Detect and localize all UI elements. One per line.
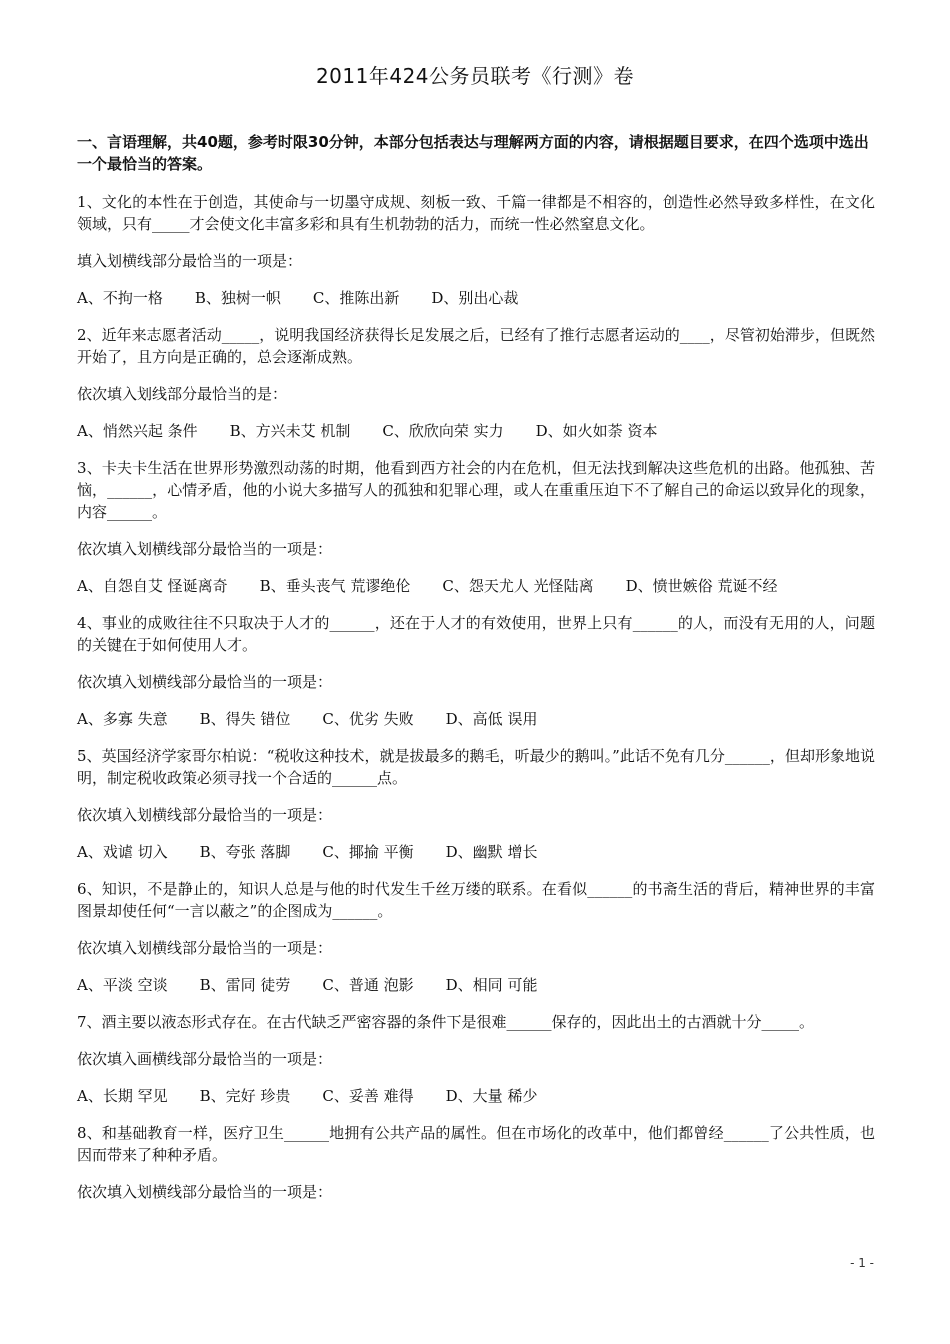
answer-option: C、妥善 难得 xyxy=(322,1087,414,1105)
answer-option: B、得失 错位 xyxy=(199,710,291,728)
answer-option: B、方兴未艾 机制 xyxy=(229,422,351,440)
answer-option: C、普通 泡影 xyxy=(322,976,414,994)
answer-option: A、悄然兴起 条件 xyxy=(77,422,198,440)
answer-option: A、多寡 失意 xyxy=(77,710,168,728)
answer-options xyxy=(77,287,875,309)
answer-option: C、优劣 失败 xyxy=(322,710,414,728)
answer-options xyxy=(77,575,875,597)
answer-option: A、戏谑 切入 xyxy=(77,843,168,861)
answer-options xyxy=(77,841,875,863)
question-list xyxy=(77,191,875,1203)
answer-option: C、推陈出新 xyxy=(312,289,400,307)
question-text: 6、知识，不是静止的，知识人总是与他的时代发生千丝万缕的联系。在看似______的书斋生活的背后，精神世界的丰富图景却使任何“一言以蔽之”的企图成为______。 xyxy=(77,880,875,920)
question-block xyxy=(77,1011,875,1107)
question-instruction: 依次填入画横线部分最恰当的一项是： xyxy=(77,1050,333,1068)
question-block xyxy=(77,1122,875,1203)
page-number: - 1 - xyxy=(850,1256,874,1270)
answer-option: A、自怨自艾 怪诞离奇 xyxy=(77,577,228,595)
question-block xyxy=(77,324,875,442)
answer-option: D、别出心裁 xyxy=(431,289,519,307)
answer-option: B、完好 珍贵 xyxy=(199,1087,291,1105)
answer-option: A、平淡 空谈 xyxy=(77,976,168,994)
question-instruction: 依次填入划横线部分最恰当的一项是： xyxy=(77,806,333,824)
question-block xyxy=(77,745,875,863)
answer-option: A、长期 罕见 xyxy=(77,1087,168,1105)
question-instruction: 填入划横线部分最恰当的一项是： xyxy=(77,252,303,270)
question-text: 7、酒主要以液态形式存在。在古代缺乏严密容器的条件下是很难______保存的，因此出土的古酒就十分_____。 xyxy=(77,1013,815,1031)
question-text: 5、英国经济学家哥尔柏说：“税收这种技术，就是拔最多的鹅毛，听最少的鹅叫。”此话不免有几分______，但却形象地说明，制定税收政策必须寻找一个合适的______点。 xyxy=(77,747,875,787)
answer-options xyxy=(77,974,875,996)
answer-option: C、怨天尤人 光怪陆离 xyxy=(442,577,594,595)
answer-option: D、如火如荼 资本 xyxy=(535,422,658,440)
answer-option: D、相同 可能 xyxy=(445,976,538,994)
question-text: 4、事业的成败往往不只取决于人才的______，还在于人才的有效使用，世界上只有______的人，而没有无用的人，问题的关键在于如何使用人才。 xyxy=(77,614,875,654)
answer-option: B、雷同 徒劳 xyxy=(199,976,291,994)
question-block xyxy=(77,878,875,996)
section-heading: 一、言语理解，共40题，参考时限30分钟，本部分包括表达与理解两方面的内容，请根据题目要求，在四个选项中选出一个最恰当的答案。 xyxy=(77,133,869,173)
document-title: 2011年424公务员联考《行测》卷 xyxy=(315,64,635,88)
answer-option: B、夸张 落脚 xyxy=(199,843,291,861)
answer-options xyxy=(77,1085,875,1107)
answer-options xyxy=(77,708,875,730)
answer-option: C、欣欣向荣 实力 xyxy=(382,422,504,440)
answer-option: C、揶揄 平衡 xyxy=(322,843,414,861)
question-text: 1、文化的本性在于创造，其使命与一切墨守成规、刻板一致、千篇一律都是不相容的，创造性必然导致多样性，在文化领域，只有_____才会使文化丰富多彩和具有生机勃勃的活力，而统一性必然窒息文化。 xyxy=(77,193,875,233)
answer-option: B、独树一帜 xyxy=(194,289,281,307)
answer-option: A、不拘一格 xyxy=(77,289,163,307)
answer-options xyxy=(77,420,875,442)
question-instruction: 依次填入划横线部分最恰当的一项是： xyxy=(77,1183,333,1201)
question-block xyxy=(77,191,875,309)
answer-option: D、高低 误用 xyxy=(445,710,538,728)
question-text: 8、和基础教育一样，医疗卫生______地拥有公共产品的属性。但在市场化的改革中，他们都曾经______了公共性质，也因而带来了种种矛盾。 xyxy=(77,1124,875,1164)
question-block xyxy=(77,612,875,730)
question-text: 2、近年来志愿者活动_____，说明我国经济获得长足发展之后，已经有了推行志愿者运动的____，尽管初始滞步，但既然开始了，且方向是正确的，总会逐渐成熟。 xyxy=(77,326,875,366)
question-text: 3、卡夫卡生活在世界形势激烈动荡的时期，他看到西方社会的内在危机，但无法找到解决这些危机的出路。他孤独、苦恼，______，心情矛盾，他的小说大多描写人的孤独和犯罪心理，或人在重重压迫下不了解自己的命运以致异化的现象，内容______。 xyxy=(77,459,875,521)
question-instruction: 依次填入划横线部分最恰当的一项是： xyxy=(77,939,333,957)
answer-option: B、垂头丧气 荒谬绝伦 xyxy=(259,577,411,595)
answer-option: D、大量 稀少 xyxy=(445,1087,538,1105)
question-instruction: 依次填入划横线部分最恰当的一项是： xyxy=(77,673,333,691)
question-instruction: 依次填入划横线部分最恰当的一项是： xyxy=(77,540,333,558)
question-block xyxy=(77,457,875,597)
document-body xyxy=(77,131,875,1218)
question-instruction: 依次填入划线部分最恰当的是： xyxy=(77,385,288,403)
answer-option: D、愤世嫉俗 荒诞不经 xyxy=(625,577,778,595)
answer-option: D、幽默 增长 xyxy=(445,843,538,861)
